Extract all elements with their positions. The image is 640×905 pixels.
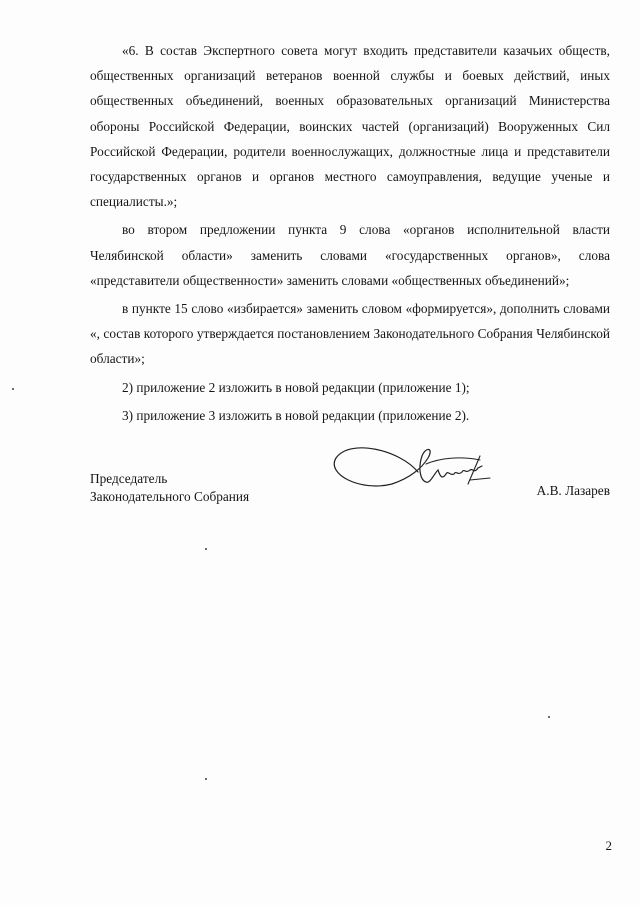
paragraph-item-15: в пункте 15 слово «избирается» заменить словом «формируется», дополнить словами «, состав которого утверждается постановлением Законодательного Собрания Челябинской области»; xyxy=(90,301,610,367)
scan-speck xyxy=(12,388,14,390)
signatory-title-line1: Председатель xyxy=(90,471,168,486)
signatory-title-line2: Законодательного Собрания xyxy=(90,489,250,504)
scan-speck xyxy=(205,778,207,780)
paragraph-appendix-2: 2) приложение 2 изложить в новой редакции (приложение 1); xyxy=(122,379,470,395)
scan-speck xyxy=(548,716,550,718)
signatory-title xyxy=(90,470,249,506)
scan-speck xyxy=(205,548,207,550)
signature-block xyxy=(90,470,610,530)
handwritten-signature xyxy=(330,440,510,510)
paragraph-item-9: во втором предложении пункта 9 слова «органов исполнительной власти Челябинской области» заменить словами «государственных органов», слова «представители общественности» заменить словами «общественных объединений»; xyxy=(90,222,610,288)
paragraph-appendix-3: 3) приложение 3 изложить в новой редакции (приложение 2). xyxy=(122,407,470,423)
document-body xyxy=(90,38,610,428)
signatory-name: А.В. Лазарев xyxy=(536,483,610,498)
page-number: 2 xyxy=(605,838,612,853)
paragraph-item-6: «6. В состав Экспертного совета могут входить представители казачьих обществ, общественных организаций ветеранов военной службы и боевых действий, иных общественных объединений, военных образовательных организаций Министерства обороны Российской Федерации, воинских частей (организаций) Вооруженных Сил Российской Федерации, родители военнослужащих, должностные лица и представители государственных органов и органов местного самоуправления, ведущие ученые и специалисты.»; xyxy=(90,43,610,210)
